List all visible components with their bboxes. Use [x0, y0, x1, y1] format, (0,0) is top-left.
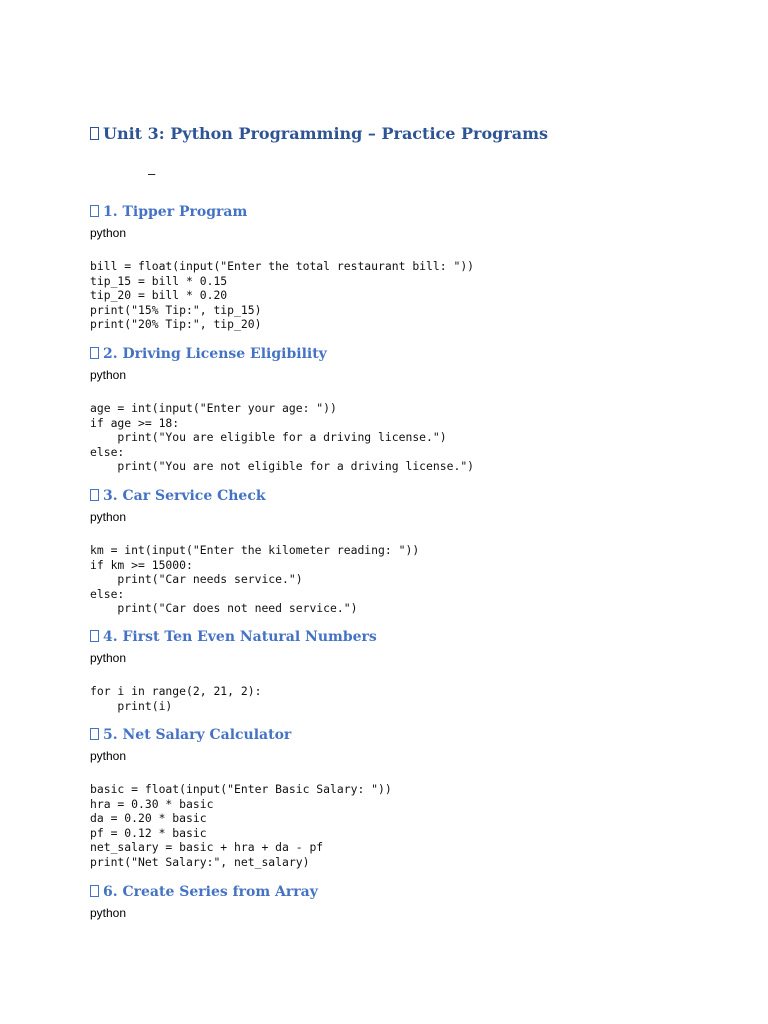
- code-language-label: python: [90, 368, 127, 382]
- page-title-text: Unit 3: Python Programming – Practice Programs: [103, 124, 549, 143]
- section-5: [90, 725, 730, 869]
- section-3: [90, 486, 730, 616]
- code-line: km = int(input("Enter the kilometer reading: ")): [90, 543, 420, 557]
- page-title: [90, 124, 548, 143]
- code-line: print(i): [90, 698, 173, 713]
- code-line: pf = 0.12 * basic: [90, 825, 207, 840]
- section-title-text: 1. Tipper Program: [103, 204, 248, 220]
- section-title: [90, 882, 730, 902]
- code-line: else:: [90, 444, 125, 459]
- code-block: [90, 543, 730, 616]
- code-line: print("You are not eligible for a driving license."): [90, 459, 475, 473]
- code-line: for i in range(2, 21, 2):: [90, 684, 262, 698]
- missing-glyph-icon: [90, 489, 99, 501]
- code-line: bill = float(input("Enter the total restaurant bill: ")): [90, 259, 475, 273]
- code-line: net_salary = basic + hra + da - pf: [90, 840, 324, 854]
- code-language-label: python: [90, 651, 127, 665]
- code-line: basic = float(input("Enter Basic Salary: ")): [90, 782, 392, 796]
- missing-glyph-icon: [90, 127, 99, 140]
- code-line: hra = 0.30 * basic: [90, 796, 214, 811]
- code-line: print("Car does not need service."): [90, 601, 358, 615]
- missing-glyph-icon: [90, 347, 99, 359]
- code-line: print("20% Tip:", tip_20): [90, 317, 262, 331]
- code-line: print("Net Salary:", net_salary): [90, 854, 310, 869]
- code-line: print("15% Tip:", tip_15): [90, 302, 262, 317]
- section-title: [90, 486, 730, 506]
- code-block: [90, 782, 730, 869]
- section-title-text: 6. Create Series from Array: [103, 884, 318, 900]
- section-title: [90, 725, 730, 745]
- section-title-text: 4. First Ten Even Natural Numbers: [103, 629, 377, 645]
- missing-glyph-icon: [90, 205, 99, 217]
- section-title-text: 2. Driving License Eligibility: [103, 346, 327, 362]
- code-language-label: python: [90, 226, 127, 240]
- code-line: if age >= 18:: [90, 415, 180, 430]
- section-2: [90, 344, 730, 474]
- code-line: age = int(input("Enter your age: ")): [90, 401, 337, 415]
- code-line: tip_20 = bill * 0.20: [90, 288, 228, 302]
- missing-glyph-icon: [90, 885, 99, 897]
- missing-glyph-icon: [90, 728, 99, 740]
- code-line: da = 0.20 * basic: [90, 811, 207, 825]
- section-title: [90, 627, 730, 647]
- code-line: else:: [90, 586, 125, 601]
- section-title: [90, 202, 730, 222]
- section-6: [90, 882, 730, 924]
- code-block: [90, 684, 730, 713]
- code-block: [90, 401, 730, 474]
- section-title-text: 3. Car Service Check: [103, 488, 266, 504]
- section-title-text: 5. Net Salary Calculator: [103, 727, 292, 743]
- code-line: print("You are eligible for a driving license."): [90, 430, 447, 444]
- separator-dash: —: [148, 167, 156, 181]
- code-language-label: python: [90, 906, 127, 920]
- code-language-label: python: [90, 749, 127, 763]
- code-block: [90, 259, 730, 332]
- code-language-label: python: [90, 510, 127, 524]
- section-1: [90, 202, 730, 332]
- code-line: print("Car needs service."): [90, 572, 303, 586]
- section-title: [90, 344, 730, 364]
- section-4: [90, 627, 730, 713]
- missing-glyph-icon: [90, 630, 99, 642]
- code-line: if km >= 15000:: [90, 557, 193, 572]
- code-line: tip_15 = bill * 0.15: [90, 273, 228, 288]
